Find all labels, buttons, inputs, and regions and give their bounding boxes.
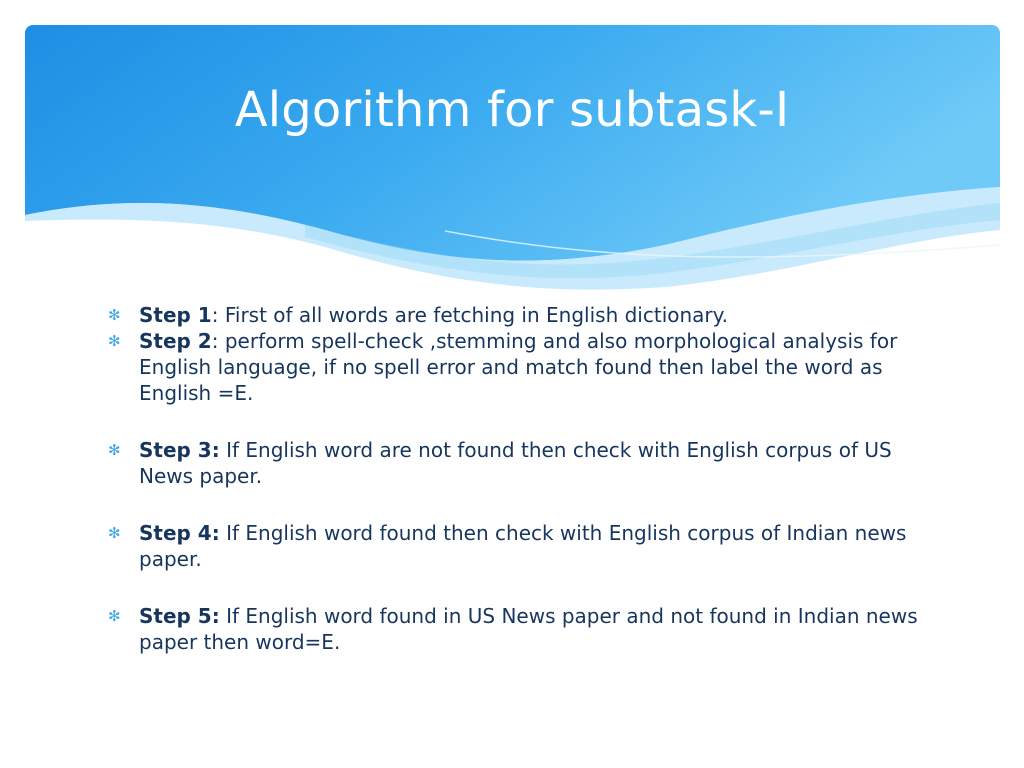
- header-band: [25, 25, 1000, 290]
- header-wave-graphic: [25, 25, 1000, 290]
- step-separator: :: [211, 303, 219, 327]
- step-label: Step 5:: [139, 604, 220, 628]
- bullet-list: [108, 302, 928, 655]
- list-item: [108, 328, 928, 406]
- step-label: Step 2: [139, 329, 212, 353]
- step-label: Step 3:: [139, 438, 220, 462]
- list-item: [108, 603, 928, 655]
- list-item: [108, 302, 928, 328]
- step-text: First of all words are fetching in English dictionary.: [218, 303, 728, 327]
- step-text: If English word found then check with English corpus of Indian news paper.: [139, 521, 907, 571]
- step-separator: :: [211, 329, 219, 353]
- asterisk-bullet-icon: ✻: [108, 607, 121, 625]
- step-text: If English word found in US News paper and not found in Indian news paper then word=E.: [139, 604, 918, 654]
- step-label: Step 4:: [139, 521, 220, 545]
- step-label: Step 1: [139, 303, 212, 327]
- asterisk-bullet-icon: ✻: [108, 524, 121, 542]
- step-text: perform spell-check ,stemming and also morphological analysis for English language, if no spell error and match found then label the word as English =E.: [139, 329, 898, 405]
- asterisk-bullet-icon: ✻: [108, 306, 121, 324]
- list-item: [108, 437, 928, 489]
- asterisk-bullet-icon: ✻: [108, 441, 121, 459]
- asterisk-bullet-icon: ✻: [108, 332, 121, 350]
- slide-title: Algorithm for subtask-I: [234, 82, 790, 138]
- list-item: [108, 520, 928, 572]
- step-text: If English word are not found then check with English corpus of US News paper.: [139, 438, 892, 488]
